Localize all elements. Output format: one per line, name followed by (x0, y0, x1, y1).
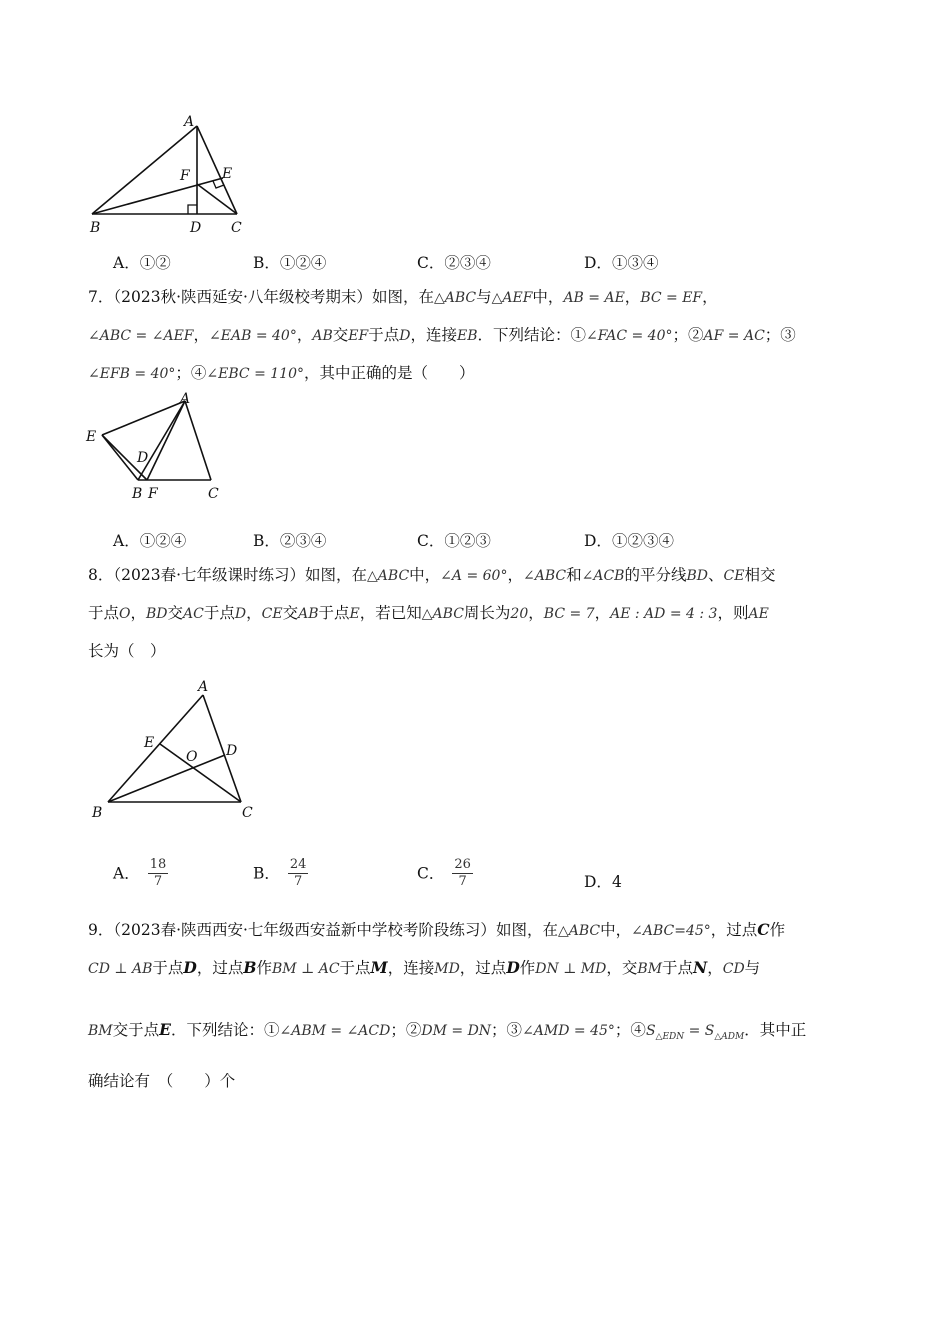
q7-line-1: 7．（2023秋·陕西延安·八年级校考期末）如图，在△ABC与△AEF中，AB = AE，BC = EF， (88, 288, 718, 306)
q8-line-2: 于点O，BD交AC于点D，CE交AB于点E，若已知△ABC周长为20，BC = 7，AE : AD = 4 : 3，则AE (88, 604, 769, 622)
svg-text:F: F (180, 168, 190, 184)
q6-option-a[interactable]: A．①② (113, 254, 171, 272)
q6-option-c[interactable]: C．②③④ (417, 254, 491, 272)
q6-seg-BE (92, 178, 223, 214)
q9-conclusion-4: $S_{\triangle EDN} = S_{\triangle ADM}$ (645, 1023, 745, 1042)
svg-text:A: A (198, 679, 209, 695)
svg-text:D: D (226, 743, 238, 759)
svg-text:B: B (90, 220, 101, 236)
svg-text:C: C (242, 805, 253, 821)
svg-text:A: A (180, 391, 191, 407)
svg-text:D: D (190, 220, 202, 236)
q7-line-2: ∠ABC = ∠AEF，∠EAB = 40°，AB交EF于点D，连接EB．下列结论：①∠FAC = 40°；②AF = AC；③ (88, 326, 796, 344)
q9-number: 9． (88, 921, 114, 939)
q7-option-d[interactable]: D．①②③④ (584, 532, 674, 550)
svg-text:E: E (144, 735, 155, 751)
q7-line-3: ∠EFB = 40°；④∠EBC = 110°，其中正确的是（ ） (88, 364, 475, 382)
q8-number: 8． (88, 566, 114, 584)
svg-text:D: D (137, 450, 149, 466)
q7-option-c[interactable]: C．①②③ (417, 532, 491, 550)
q8-option-c-fraction: $\frac{26}{7}$ (454, 857, 471, 889)
svg-text:C: C (208, 486, 219, 502)
svg-text:B: B (132, 486, 143, 502)
svg-text:C: C (231, 220, 242, 236)
q7-source: （2023秋·陕西延安·八年级校考期末） (113, 288, 372, 306)
q6-option-d[interactable]: D．①③④ (584, 254, 659, 272)
q7-option-b[interactable]: B．②③④ (253, 532, 327, 550)
svg-text:F: F (148, 486, 158, 502)
q8-option-b-fraction: $\frac{24}{7}$ (289, 857, 307, 889)
q8-option-d[interactable]: D．4 (584, 873, 622, 891)
q8-options (0, 857, 950, 894)
q8-line-1: 8．（2023春·七年级课时练习）如图，在△ABC中，∠A = 60°，∠ABC和∠ACB的平分线BD、CE相交 (88, 566, 776, 584)
svg-text:A: A (184, 114, 195, 130)
q8-option-b[interactable]: B． $\frac{24}{7}$ (253, 857, 307, 889)
q6-option-b[interactable]: B．①②④ (253, 254, 327, 272)
q8-figure (80, 675, 270, 825)
q7-figure (80, 388, 240, 508)
q9-line-1: 9．（2023春·陕西西安·七年级西安益新中学校考阶段练习）如图，在△ABC中，∠ABC=45°，过点C作 (88, 920, 786, 939)
q9-source: （2023春·陕西西安·七年级西安益新中学校考阶段练习） (113, 921, 496, 939)
q9-line-4: 确结论有 （ ）个 (88, 1072, 236, 1090)
q8-option-a-fraction: $\frac{18}{7}$ (149, 857, 167, 889)
svg-text:B: B (92, 805, 103, 821)
q7-option-a[interactable]: A．①②④ (113, 532, 187, 550)
svg-text:E: E (86, 429, 97, 445)
q8-line-3: 长为（ ） (88, 642, 166, 660)
q9-line-3: BM交于点E．下列结论：①∠ABM = ∠ACD；②DM = DN；③∠AMD = 45°；$④S_{\triangle EDN} = S_{\triangle ADM}$．其中正 (88, 1020, 807, 1042)
q8-option-a[interactable]: A． $\frac{18}{7}$ (113, 857, 167, 889)
q6-options (0, 251, 950, 275)
svg-text:O: O (186, 749, 198, 765)
q6-figure (80, 108, 255, 238)
q8-source: （2023春·七年级课时练习） (113, 566, 305, 584)
q9-line-2: CD ⊥ AB于点D，过点B作BM ⊥ AC于点M，连接MD，过点D作DN ⊥ MD，交BM于点N，CD与 (88, 958, 761, 977)
q7-number: 7． (88, 288, 114, 306)
q8-option-c[interactable]: C． $\frac{26}{7}$ (417, 857, 471, 889)
svg-text:E: E (222, 166, 233, 182)
q7-options (0, 529, 950, 553)
